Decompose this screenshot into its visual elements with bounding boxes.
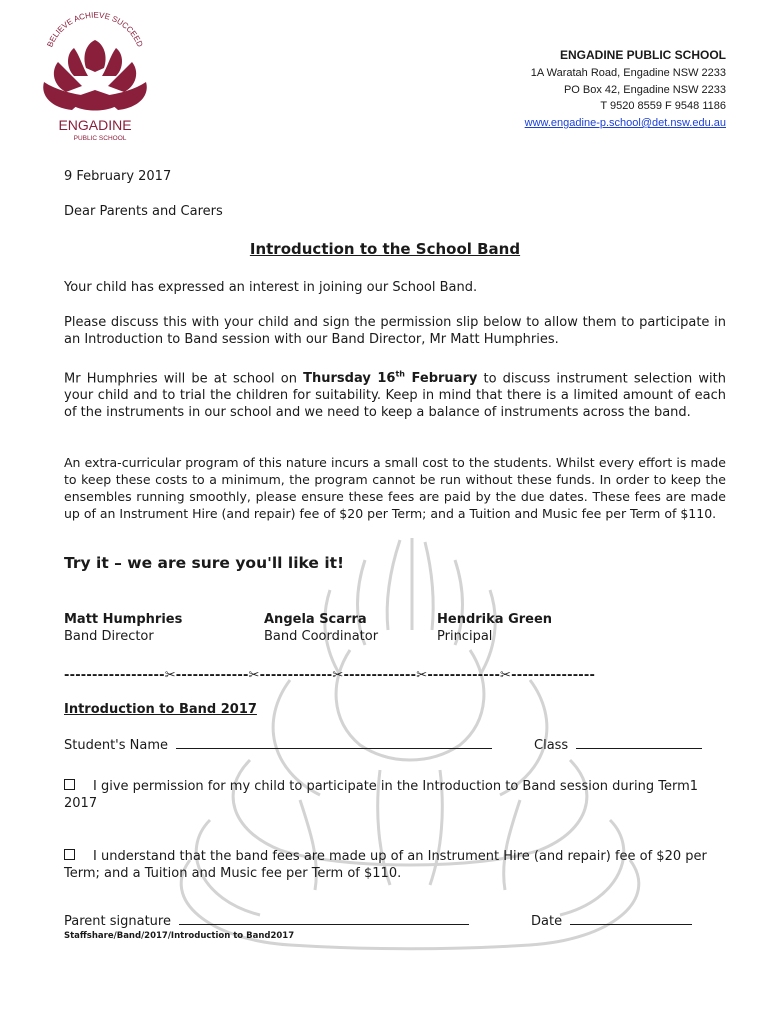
student-name-row — [64, 736, 492, 754]
signatory-name: Matt Humphries — [64, 612, 183, 627]
postal-address: PO Box 42, Engadine NSW 2233 — [563, 84, 726, 96]
paragraph-permission: Please discuss this with your child and sign the permission slip below to allow them to participate in an Introduction to Band session with our Band Director, Mr Matt Humphries. — [64, 315, 726, 347]
letter-date: 9 February 2017 — [64, 169, 172, 184]
permission-checkbox-row — [64, 778, 714, 812]
signatory-name: Angela Scarra — [264, 612, 367, 627]
parent-signature-row — [64, 912, 469, 930]
street-address: 1A Waratah Road, Engadine NSW 2233 — [530, 67, 726, 79]
parent-signature-label: Parent signature — [64, 914, 171, 929]
footer-path: Staffshare/Band/2017/Introduction to Band2017 — [64, 931, 295, 941]
fees-checkbox-row — [64, 848, 714, 882]
visit-text-after: to discuss instrument selection with your child and to trial the children for suitability. Keep in mind that there is a limited amount of each of the instruments in our school and we need to keep a balance of instruments across the band. — [64, 371, 726, 421]
student-name-field[interactable] — [176, 736, 492, 749]
class-field[interactable] — [576, 736, 702, 749]
date-row — [531, 912, 692, 929]
visit-day: Thursday 16th February — [303, 370, 478, 387]
school-name: ENGADINE PUBLIC SCHOOL — [559, 48, 726, 62]
school-logo — [36, 12, 154, 146]
paragraph-visit — [64, 366, 726, 421]
permission-text: I give permission for my child to participate in the Introduction to Band session during Term1 2017 — [64, 779, 699, 811]
class-row — [534, 736, 702, 753]
student-name-label: Student's Name — [64, 738, 169, 753]
logo-subtitle: PUBLIC SCHOOL — [73, 135, 127, 142]
paragraph-interest: Your child has expressed an interest in joining our School Band. — [64, 280, 478, 295]
signatory-role: Band Director — [64, 629, 154, 644]
logo-name: ENGADINE — [58, 117, 132, 133]
form-title: Introduction to Band 2017 — [64, 702, 257, 717]
signatory-role: Band Coordinator — [264, 629, 379, 644]
signatory-role: Principal — [437, 629, 493, 644]
visit-text-before: Mr Humphries will be at school on — [64, 371, 304, 387]
cut-line: ------------------✂-------------✂-------------✂-------------✂-------------✂--------------- — [64, 668, 596, 683]
fees-checkbox[interactable] — [64, 849, 75, 860]
signatory-name: Hendrika Green — [437, 612, 553, 627]
salutation: Dear Parents and Carers — [64, 204, 223, 219]
paragraph-costs: An extra-curricular program of this nature incurs a small cost to the students. Whilst every effort is made to keep these costs to a minimum, the program cannot be run without these funds. In order to keep the ensembles running smoothly, please ensure these fees are paid by the due dates. These fees are made up of an Instrument Hire (and repair) fee of $20 per Term; and a Tuition and Music fee per Term of $110. — [64, 455, 726, 521]
class-label: Class — [534, 738, 569, 753]
logo-arc-text: BELIEVE ACHIEVE SUCCEED — [45, 12, 145, 49]
permission-checkbox[interactable] — [64, 779, 75, 790]
signatory-band-director — [64, 611, 182, 645]
fees-text: I understand that the band fees are made up of an Instrument Hire (and repair) fee of $20 per Term; and a Tuition and Music fee per Term of $110. — [64, 849, 707, 881]
letter-heading: Introduction to the School Band — [249, 240, 521, 258]
date-label: Date — [531, 914, 563, 929]
signatory-band-coordinator — [264, 611, 378, 645]
date-field[interactable] — [570, 912, 692, 925]
signatory-principal — [437, 611, 552, 645]
parent-signature-field[interactable] — [179, 912, 469, 925]
tagline: Try it – we are sure you'll like it! — [64, 554, 345, 572]
school-website-link[interactable]: www.engadine-p.school@det.nsw.edu.au — [524, 117, 726, 129]
phone-fax: T 9520 8559 F 9548 1186 — [600, 100, 726, 112]
